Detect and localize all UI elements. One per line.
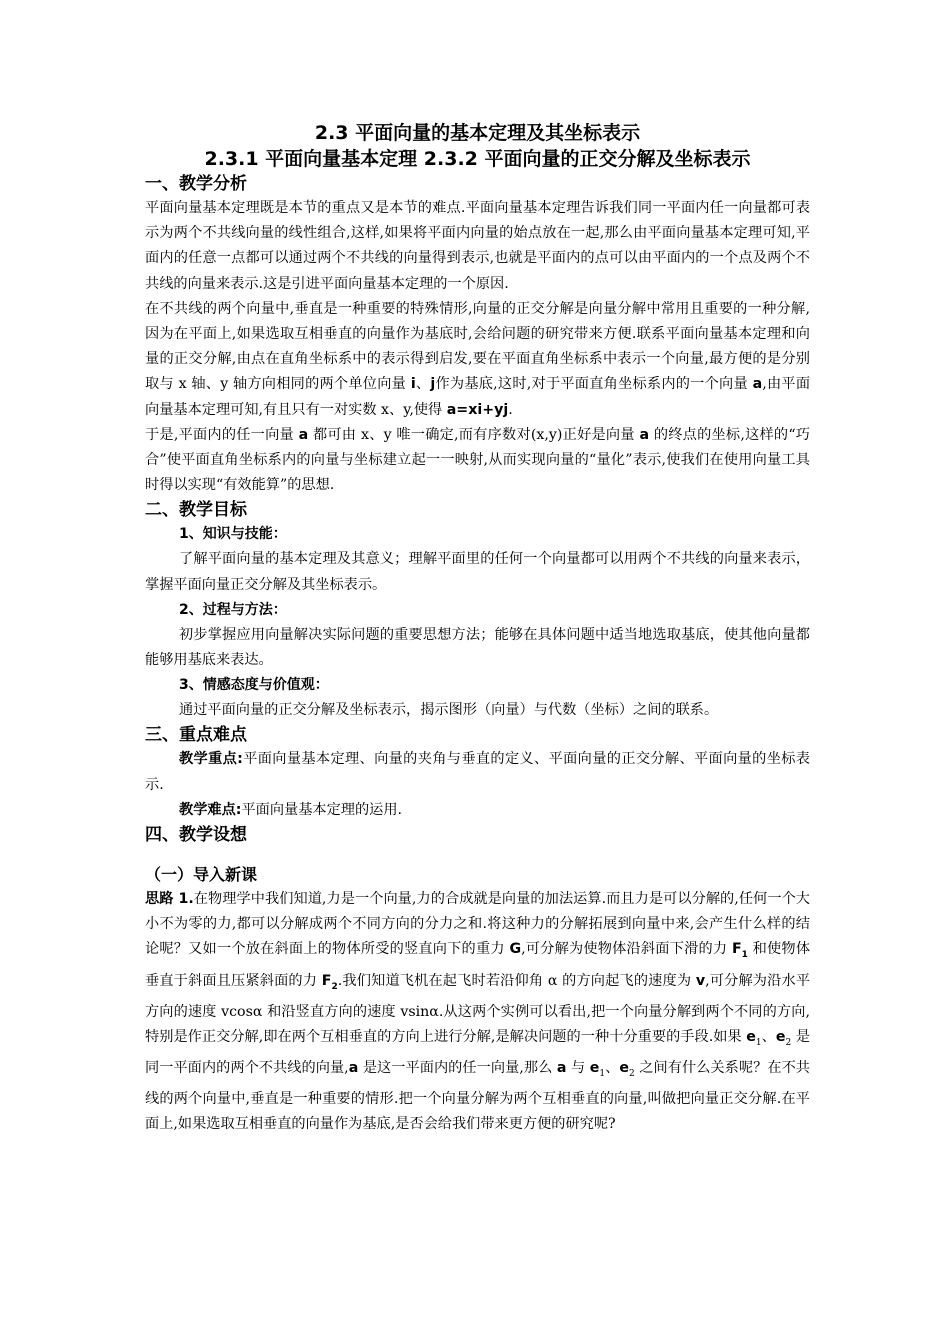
section-heading-analysis: 一、教学分析: [145, 174, 247, 194]
section-heading-design: 四、教学设想: [145, 825, 247, 846]
paragraph: 教学重点:平面向量基本定理、向量的夹角与垂直的定义、平面向量的正交分解、平面向量的坐标表示.: [145, 751, 810, 793]
paragraph: 通过平面向量的正交分解及坐标表示，揭示图形（向量）与代数（坐标）之间的联系。: [179, 702, 719, 719]
paragraph: 初步掌握应用向量解决实际问题的重要思想方法；能够在具体问题中适当地选取基底，使其他向量都能够用基底来表达。: [145, 626, 810, 669]
paragraph: 了解平面向量的基本定理及其意义；理解平面里的任何一个向量都可以用两个不共线的向量来表示，掌握平面向量正交分解及其坐标表示。: [145, 551, 810, 593]
paragraph: 平面向量基本定理既是本节的重点又是本节的难点.平面向量基本定理告诉我们同一平面内任一向量都可表示为两个不共线向量的线性组合,这样,如果将平面内向量的始点放在一起,那么由平面向量基本定理可知,平面内的任意一点都可以通过两个不共线的向量得到表示,也就是平面内的点可以由平面内的一个点及两个不共线的向量来表示.这是引进平面向量基本定理的一个原因.: [145, 200, 810, 292]
document-page: [145, 120, 810, 1137]
section-heading-goals: 二、教学目标: [145, 500, 247, 521]
section-heading-key-points: 三、重点难点: [145, 725, 247, 746]
paragraph: 在不共线的两个向量中,垂直是一种重要的特殊情形,向量的正交分解是向量分解中常用且重要的一种分解,因为在平面上,如果选取互相垂直的向量作为基底时,会给问题的研究带来方便.联系平面向量基本定理和向量的正交分解,由点在直角坐标系中的表示得到启发,要在平面直角坐标系中表示一个向量,最方便的是分别取与 x 轴、y 轴方向相同的两个单位向量 i、j作为基底,这时,对于平面直角坐标系内的一个向量 a,由平面向量基本定理可知,有且只有一对实数 x、y,使得 a=xi+yj.: [145, 300, 811, 418]
subheading: 1、知识与技能：: [179, 526, 287, 543]
paragraph: 教学难点:平面向量基本定理的运用.: [179, 801, 403, 818]
paragraph: 于是,平面内的任一向量 a 都可由 x、y 唯一确定,而有序数对(x,y)正好是向量 a 的终点的坐标,这样的“巧合”使平面直角坐标系内的向量与坐标建立起一一映射,从而实现向量的“量化”表示,使我们在使用向量工具时得以实现“有效能算”的思想.: [145, 426, 810, 494]
paragraph: 思路 1.在物理学中我们知道,力是一个向量,力的合成就是向量的加法运算.而且力是可以分解的,任何一个大小不为零的力,都可以分解成两个不同方向的分力之和.将这种力的分解拓展到向量中来,会产生什么样的结论呢？又如一个放在斜面上的物体所受的竖直向下的重力 G,可分解为使物体沿斜面下滑的力 $F_1$ 和使物体垂直于斜面且压紧斜面的力 $F_2$.我们知道飞机在起飞时若沿仰角 α 的方向起飞的速度为 v,可分解为沿水平方向的速度 vcosα 和沿竖直方向的速度 vsinα.从这两个实例可以看出,把一个向量分解到两个不同的方向,特别是作正交分解,即在两个互相垂直的方向上进行分解,是解决问题的一种十分重要的手段.如果 $e_1$、$e_2$ 是同一平面内的两个不共线的向量,a 是这一平面内的任一向量,那么 a 与 $e_1$、$e_2$ 之间有什么关系呢？在不共线的两个向量中,垂直是一种重要的情形.把一个向量分解为两个互相垂直的向量,叫做把向量正交分解.在平面上,如果选取互相垂直的向量作为基底,是否会给我们带来更方便的研究呢?: [145, 891, 811, 1132]
subheading: 2、过程与方法：: [179, 601, 287, 618]
sub-title: 2.3.1 平面向量基本定理 2.3.2 平面向量的正交分解及坐标表示: [204, 148, 751, 170]
subsection-heading: （一）导入新课: [145, 865, 258, 885]
subheading: 3、情感态度与价值观：: [179, 677, 329, 694]
main-title: 2.3 平面向量的基本定理及其坐标表示: [314, 122, 641, 144]
